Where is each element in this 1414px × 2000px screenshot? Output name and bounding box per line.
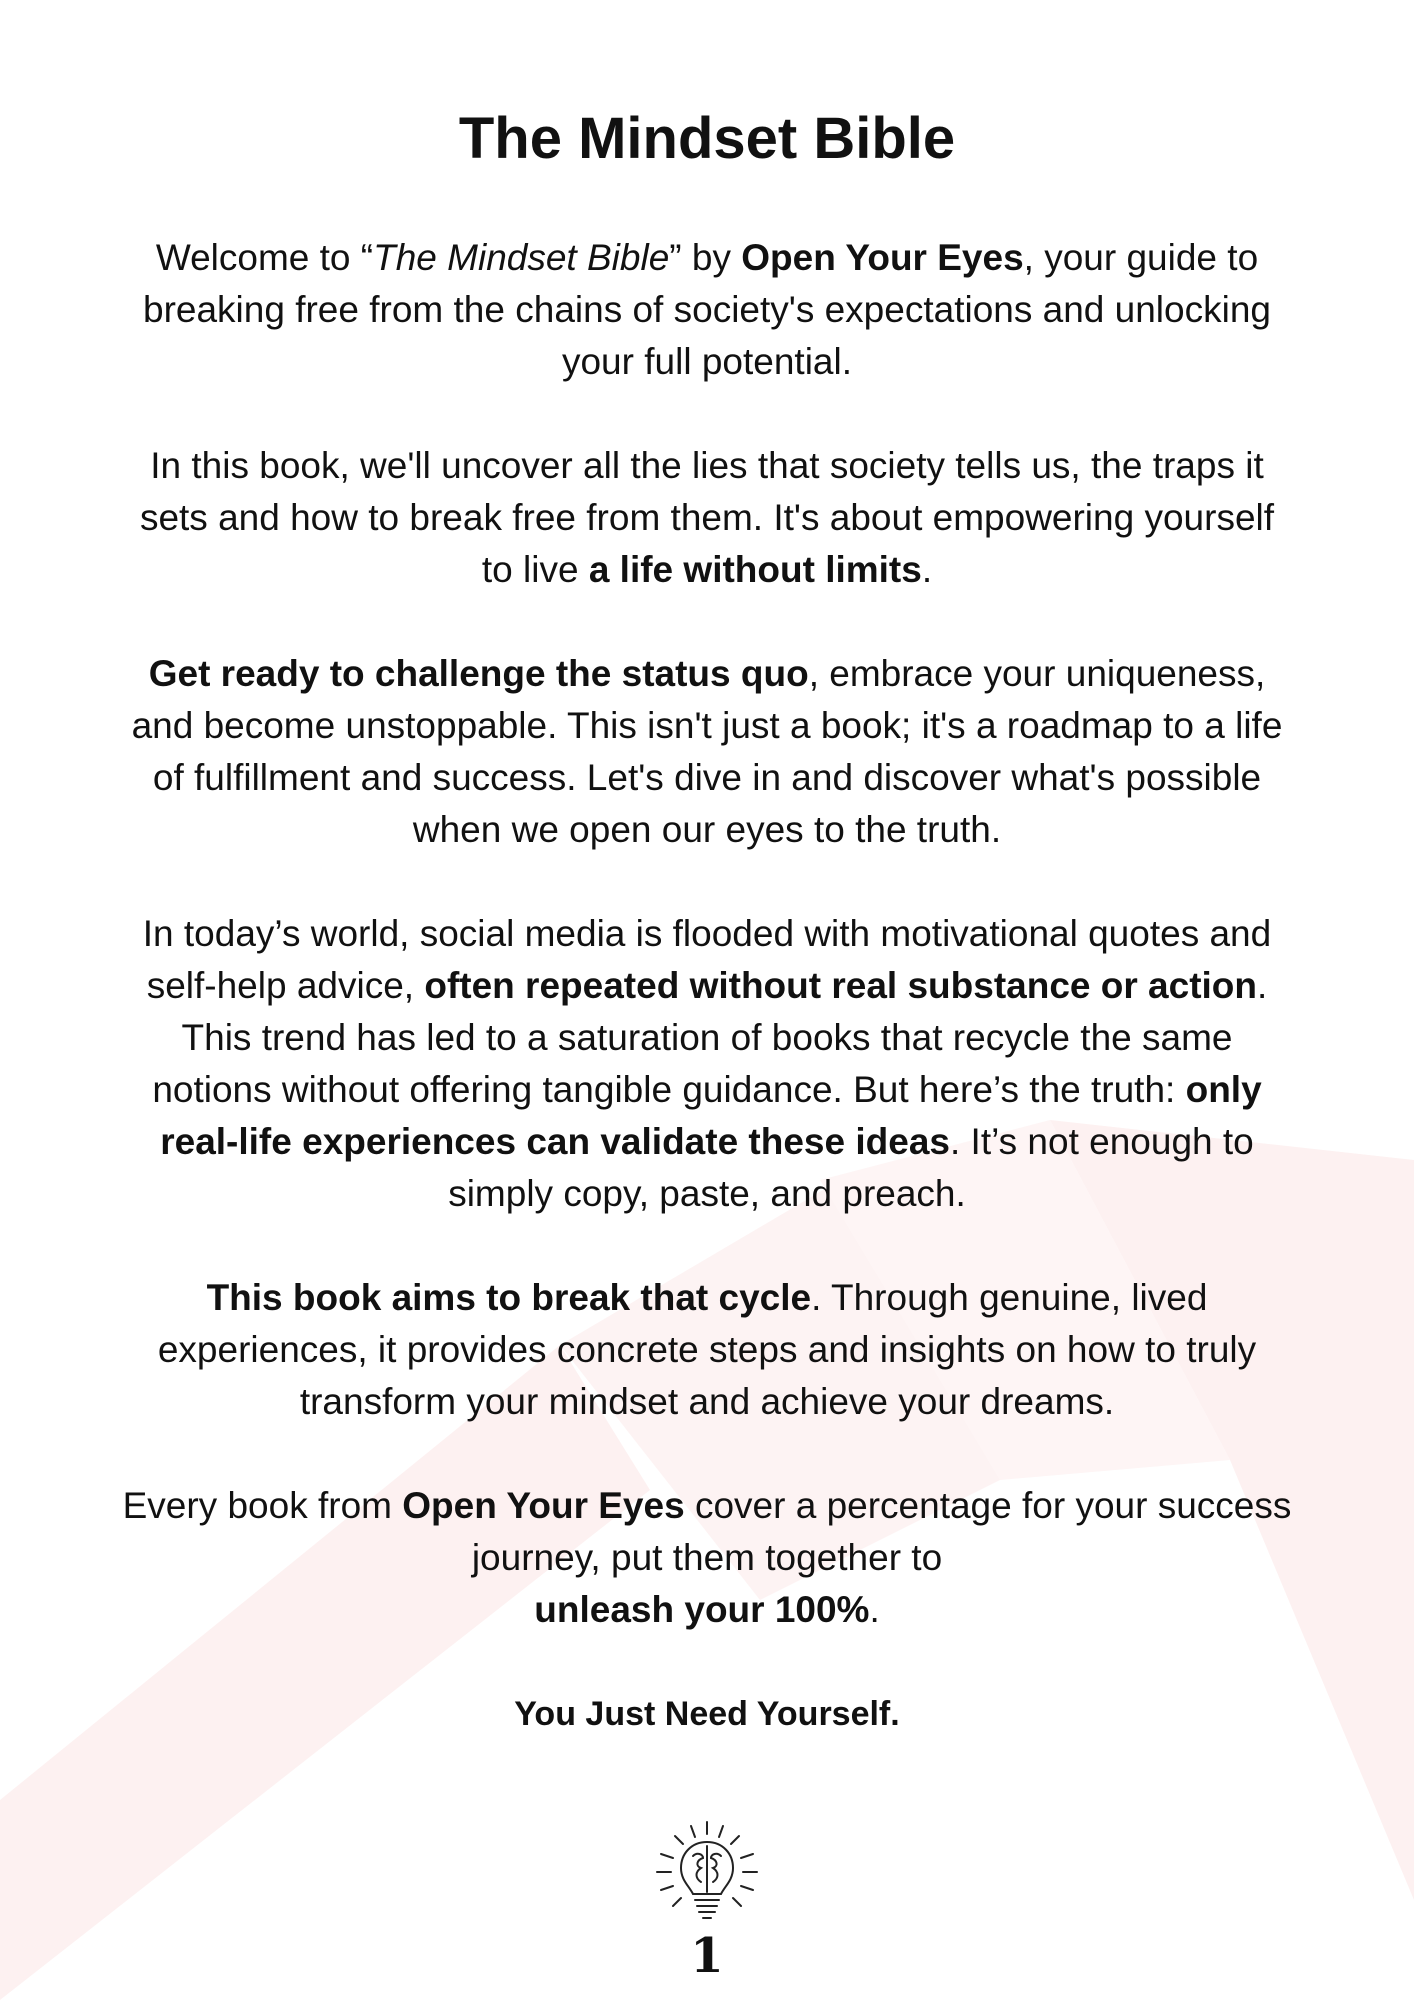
text-run: . <box>869 1589 880 1630</box>
text-run: Every book from <box>122 1485 403 1526</box>
social-media-paragraph <box>120 908 1294 1220</box>
text-run: . It’s not enough to simply copy, paste, and preach. <box>448 1121 1254 1214</box>
lies-paragraph <box>120 440 1294 596</box>
emphasis-bold: This book aims to break that cycle <box>206 1277 812 1318</box>
challenge-paragraph <box>120 648 1294 856</box>
cycle-paragraph <box>120 1272 1294 1428</box>
closing-line: You Just Need Yourself. <box>514 1695 900 1733</box>
text-run: , your guide to breaking free from the chains of society's expectations and unlocking your full potential. <box>143 237 1271 382</box>
text-run: In today’s world, social media is flooded with motivational quotes and self-help advice, <box>142 913 1272 1006</box>
text-run: . <box>921 549 933 590</box>
emphasis-bold: often repeated without real substance or action <box>424 965 1258 1006</box>
book-title-italic: The Mindset Bible <box>373 237 670 278</box>
body-text <box>120 232 1294 1740</box>
text-run: cover a percentage for your success journey, put them together to <box>471 1485 1292 1578</box>
emphasis-bold: only real-life experiences can validate these ideas <box>160 1069 1262 1162</box>
brain-lightbulb-icon <box>651 1818 763 1930</box>
page-title: The Mindset Bible <box>458 106 956 171</box>
text-run: . This trend has led to a saturation of books that recycle the same notions without offering tangible guidance. But here’s the truth: <box>152 965 1268 1110</box>
brand-name-bold: Open Your Eyes <box>402 1485 685 1526</box>
page-number: 1 <box>690 1928 724 1984</box>
text-run: In this book, we'll uncover all the lies that society tells us, the traps it sets and how to break free from them. It's about empowering yourself to live <box>139 445 1275 590</box>
text-run: . Through genuine, lived experiences, it provides concrete steps and insights on how to truly transform your mindset and achieve your dreams. <box>157 1277 1257 1422</box>
brand-name-bold: Open Your Eyes <box>741 237 1024 278</box>
text-run: Welcome to “ <box>155 237 374 278</box>
series-paragraph <box>120 1480 1294 1636</box>
intro-paragraph <box>120 232 1294 388</box>
text-run: ” by <box>669 237 742 278</box>
emphasis-bold: Get ready to challenge the status quo <box>148 653 809 694</box>
text-run: , embrace your uniqueness, and become unstoppable. This isn't just a book; it's a roadmap to a life of fulfillment and success. Let's dive in and discover what's possible when we open our eyes to the truth. <box>131 653 1283 850</box>
emphasis-bold: a life without limits <box>588 549 922 590</box>
emphasis-bold: unleash your 100% <box>534 1589 870 1630</box>
